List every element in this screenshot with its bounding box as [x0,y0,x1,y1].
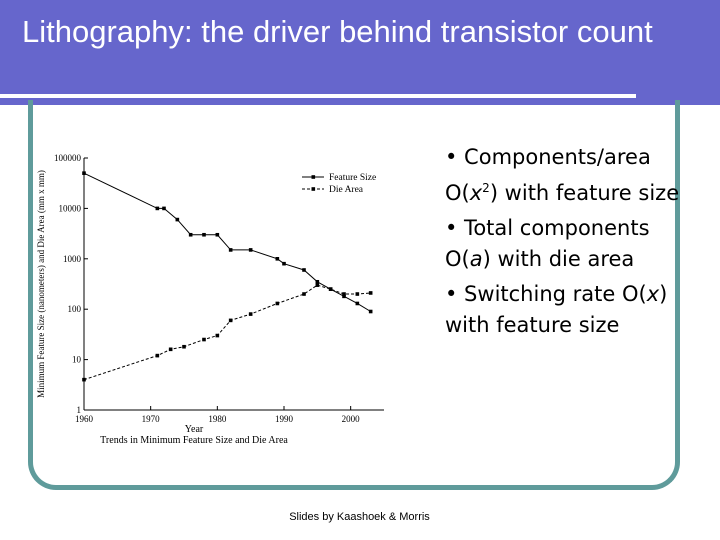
bullet-item: • Total components O(a) with die area [445,216,650,271]
bullet-item: • Switching rate O(x) with feature size [445,282,668,337]
data-point [316,280,320,284]
data-point [162,207,166,211]
data-point [182,345,186,349]
legend-marker [312,187,316,191]
data-point [249,312,253,316]
data-point [302,268,306,272]
title-underline [0,94,636,98]
y-tick-label: 10 [72,354,81,365]
chart-title: Trends in Minimum Feature Size and Die Area [100,435,288,446]
y-tick-label: 1 [76,405,81,415]
y-axis-label: Minimum Feature Size (nanometers) and Die Area (mm x mm) [36,170,46,398]
legend-label: Feature Size [329,173,377,183]
data-point [202,338,206,342]
x-tick-label: 2000 [341,414,360,424]
data-point [356,302,360,306]
data-point [356,292,360,296]
series-line [84,285,371,380]
data-point [342,292,346,296]
chart-container [32,130,412,450]
bullet-item: • Components/area $O(x^2)$ with feature size [445,145,680,205]
data-point [229,248,233,252]
data-point [249,248,253,252]
x-axis-label: Year [184,424,204,435]
data-point [176,218,180,222]
y-tick-label: 100 [67,304,81,315]
data-point [82,171,86,175]
data-point [202,233,206,237]
data-point [216,233,220,237]
y-tick-label: 1000 [63,253,81,264]
data-point [276,302,280,306]
title-bar [0,0,720,105]
data-point [189,233,193,237]
trends-chart [32,130,412,450]
y-tick-label: 100000 [54,153,81,163]
series-line [84,173,371,311]
legend-label: Die Area [329,185,364,195]
y-tick-label: 10000 [58,203,81,214]
data-point [216,334,220,338]
slide-title: Lithography: the driver behind transistor count [22,14,653,49]
data-point [329,287,333,291]
data-point [276,257,280,261]
footer-credit: Slides by Kaashoek & Morris [289,511,430,523]
data-point [229,319,233,323]
data-point [316,283,320,287]
data-point [369,310,373,314]
data-point [302,292,306,296]
bullet-list [445,142,695,345]
x-tick-label: 1980 [208,414,227,424]
x-tick-label: 1990 [275,414,293,424]
x-tick-label: 1960 [75,414,93,424]
data-point [369,291,373,295]
data-point [169,348,173,352]
data-point [82,378,86,382]
data-point [282,262,286,266]
legend-marker [312,175,316,179]
x-tick-label: 1970 [141,414,160,424]
data-point [156,354,160,358]
data-point [156,207,160,211]
